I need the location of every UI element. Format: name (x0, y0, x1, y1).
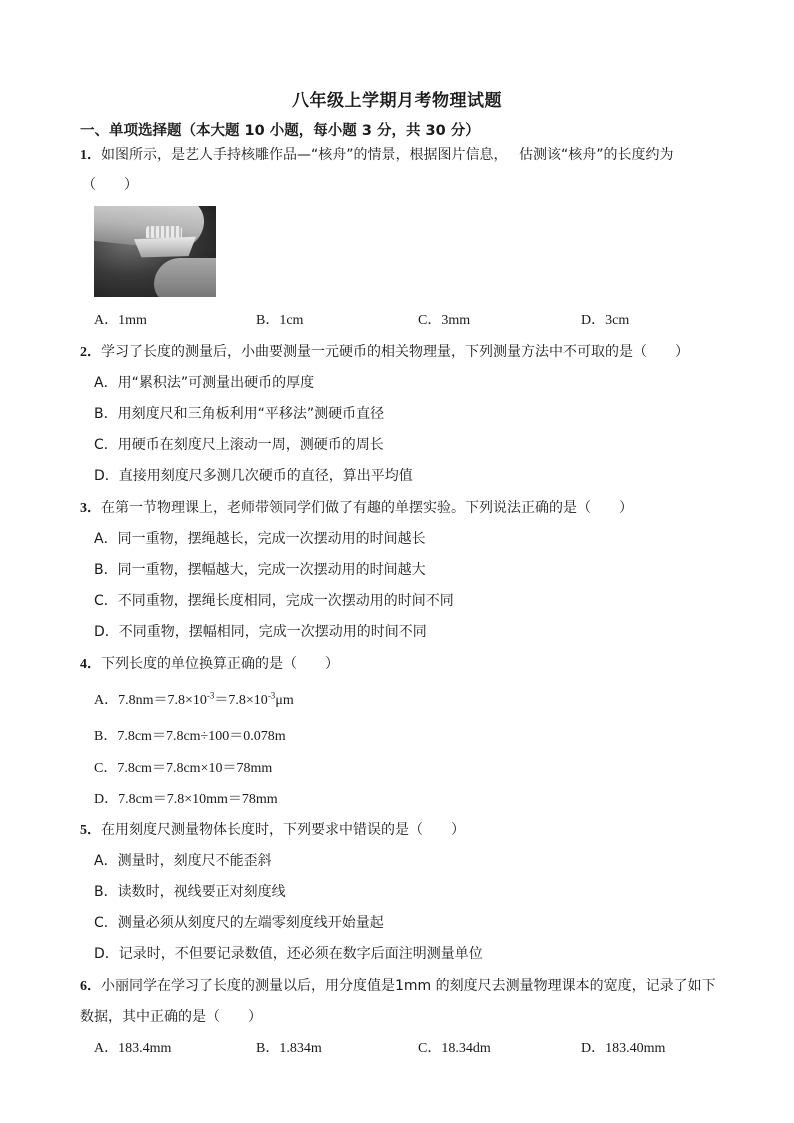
option-2a: A．用“累积法”可测量出硬币的厚度 (94, 375, 315, 391)
question-text: 下列长度的单位换算正确的是（ ） (101, 656, 339, 672)
option-4a-exponent-1: -3 (206, 690, 215, 701)
option-6a: A．183.4mm (94, 1041, 172, 1056)
option-5b: B．读数时，视线要正对刻度线 (94, 884, 286, 900)
option-1a: A．1mm (94, 313, 147, 328)
option-4a-suffix: μm (275, 693, 294, 708)
question-6 (80, 977, 716, 996)
question-text: 学习了长度的测量后，小曲要测量一元硬币的相关物理量，下列测量方法中不可取的是（ ） (101, 344, 689, 360)
option-1c: C．3mm (418, 313, 471, 328)
thumb-shape (154, 258, 216, 297)
question-number: 2． (80, 345, 101, 360)
option-4c: C．7.8cm＝7.8cm×10＝78mm (94, 761, 273, 776)
question-2 (80, 343, 689, 362)
option-1b: B．1cm (256, 313, 304, 328)
option-4a (94, 692, 294, 710)
option-3b: B．同一重物，摆幅越大，完成一次摆动用的时间越大 (94, 562, 426, 578)
question-4 (80, 655, 339, 674)
option-6b: B．1.834m (256, 1041, 322, 1056)
question-1 (80, 146, 673, 165)
option-3c: C．不同重物，摆绳长度相同，完成一次摆动用的时间不同 (94, 593, 454, 609)
question-number: 6． (80, 979, 101, 994)
option-6d: D．183.40mm (581, 1041, 666, 1056)
option-1d: D．3cm (581, 313, 630, 328)
page-title: 八年级上学期月考物理试题 (292, 91, 502, 111)
option-5c: C．测量必须从刻度尺的左端零刻度线开始量起 (94, 915, 384, 931)
question-1-bracket: （ ） (82, 177, 138, 193)
option-2d: D．直接用刻度尺多测几次硬币的直径，算出平均值 (94, 468, 413, 484)
option-6c: C．18.34dm (418, 1041, 491, 1056)
option-4d: D．7.8cm＝7.8×10mm＝78mm (94, 792, 278, 807)
question-5 (80, 821, 465, 840)
option-3a: A．同一重物，摆绳越长，完成一次摆动用的时间越长 (94, 531, 426, 547)
boat-roof-shape (146, 226, 182, 238)
option-4b: B．7.8cm＝7.8cm÷100＝0.078m (94, 729, 286, 744)
option-3d: D．不同重物，摆幅相同，完成一次摆动用的时间不同 (94, 624, 427, 640)
option-5a: A．测量时，刻度尺不能歪斜 (94, 853, 272, 869)
option-4a-exponent-2: -3 (267, 690, 276, 701)
question-number: 5． (80, 823, 101, 838)
option-2b: B．用刻度尺和三角板利用“平移法”测硬币直径 (94, 406, 385, 422)
option-4a-middle: ＝7.8×10 (214, 693, 268, 708)
question-text: 在第一节物理课上，老师带领同学们做了有趣的单摆实验。下列说法正确的是（ ） (101, 500, 633, 516)
question-number: 4． (80, 657, 101, 672)
nut-boat-photo (94, 206, 216, 297)
question-number: 3． (80, 501, 101, 516)
option-5d: D．记录时，不但要记录数值，还必须在数字后面注明测量单位 (94, 946, 483, 962)
option-2c: C．用硬币在刻度尺上滚动一周，测硬币的周长 (94, 437, 384, 453)
section-heading: 一、单项选择题（本大题 10 小题，每小题 3 分，共 30 分） (80, 123, 480, 139)
question-6-continued: 数据，其中正确的是（ ） (80, 1009, 262, 1025)
question-text: 在用刻度尺测量物体长度时，下列要求中错误的是（ ） (101, 822, 465, 838)
option-4a-prefix: A．7.8nm＝7.8×10 (94, 693, 207, 708)
question-text: 小丽同学在学习了长度的测量以后，用分度值是1mm 的刻度尺去测量物理课本的宽度，记录了如下 (101, 978, 716, 994)
question-number: 1． (80, 148, 101, 163)
question-3 (80, 499, 633, 518)
question-text: 如图所示，是艺人手持核雕作品—“核舟”的情景，根据图片信息， 估测该“核舟”的长度约为 (101, 147, 674, 163)
